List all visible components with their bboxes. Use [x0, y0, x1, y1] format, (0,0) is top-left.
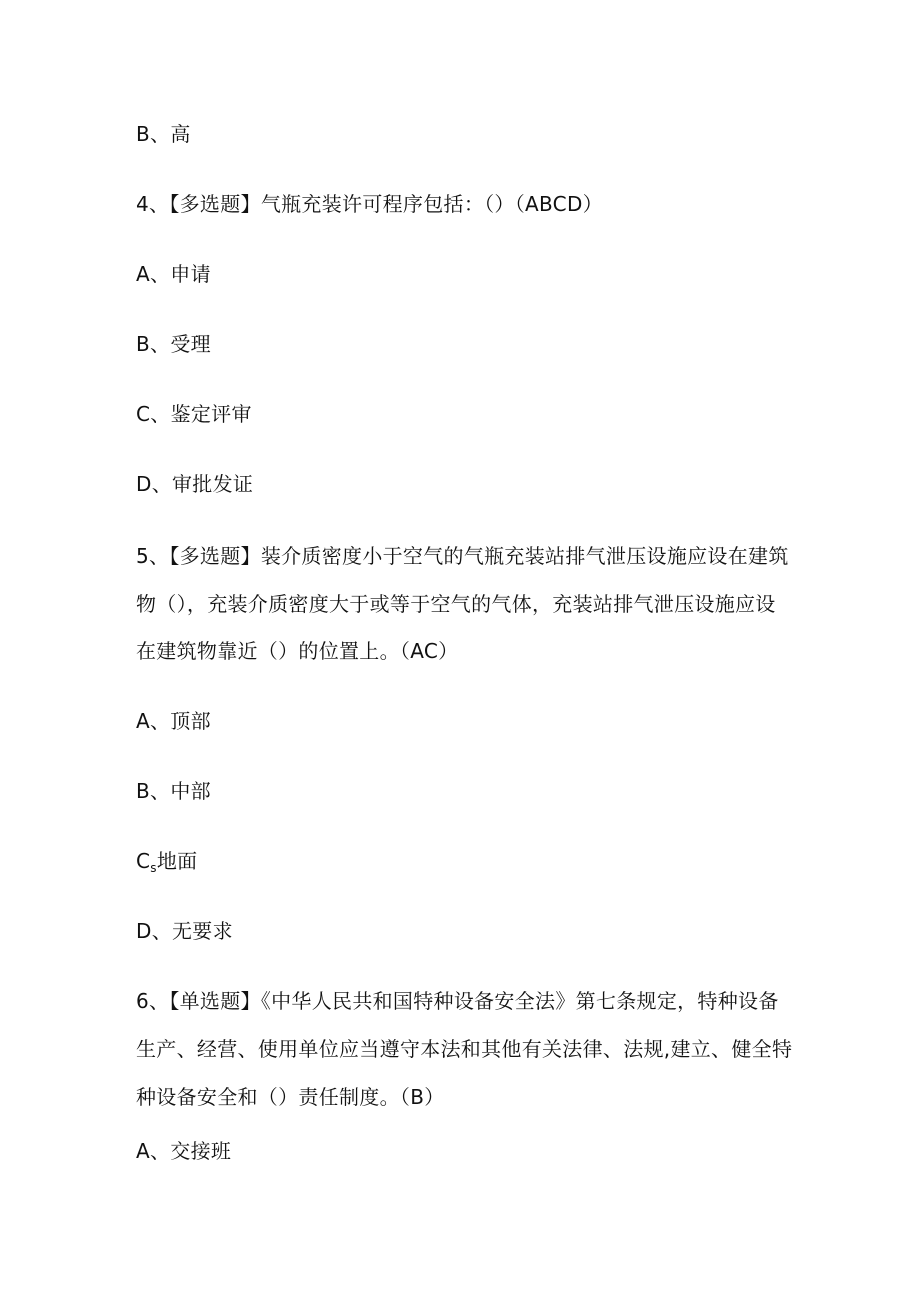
- q5-option-c-letter: C: [136, 849, 151, 873]
- q3-option-b: B、高: [136, 122, 191, 146]
- q5-stem-line-2: 物（），充装介质密度大于或等于空气的气体，充装站排气泄压设施应设: [136, 592, 776, 616]
- q6-stem-line-1: 6、【单选题】《中华人民共和国特种设备安全法》第七条规定，特种设备: [136, 989, 779, 1013]
- q5-option-d: D、无要求: [136, 919, 233, 943]
- q5-option-b: B、中部: [136, 779, 211, 803]
- q5-stem-line-3: 在建筑物靠近（）的位置上。（AC）: [136, 639, 459, 663]
- q5-option-c-text: 地面: [156, 849, 198, 873]
- q5-option-c: [136, 849, 197, 880]
- q4-option-d: D、审批发证: [136, 472, 254, 496]
- q4-option-a: A、申请: [136, 262, 211, 286]
- q5-option-a: A、顶部: [136, 709, 211, 733]
- q6-option-a: A、交接班: [136, 1139, 232, 1163]
- q5-stem-line-1: 5、【多选题】装介质密度小于空气的气瓶充装站排气泄压设施应设在建筑: [136, 544, 789, 568]
- q6-stem-line-3: 种设备安全和（）责任制度。（B）: [136, 1085, 445, 1109]
- q4-option-c: C、鉴定评审: [136, 402, 252, 426]
- q4-option-b: B、受理: [136, 332, 211, 356]
- q5-option-c-subscript: s: [150, 861, 157, 875]
- q6-stem-line-2: 生产、经营、使用单位应当遵守本法和其他有关法律、法规,建立、健全特: [136, 1037, 793, 1061]
- q4-stem: 4、【多选题】气瓶充装许可程序包括：（）（ABCD）: [136, 192, 603, 216]
